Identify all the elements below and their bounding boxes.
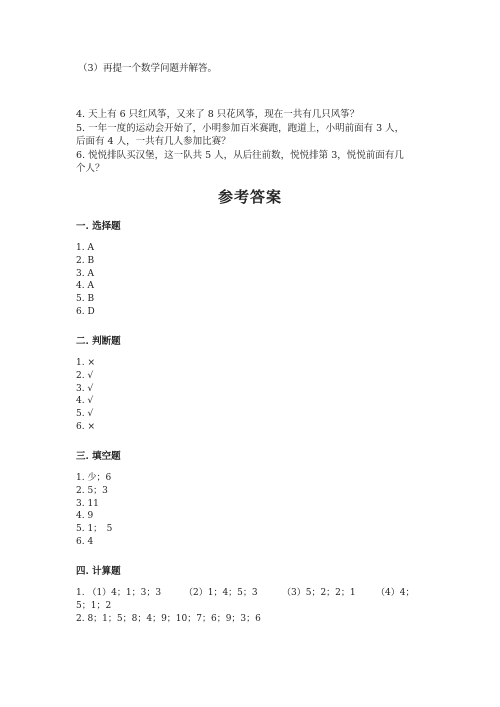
calc-part: 1. （1）4；1；3；3: [76, 588, 162, 598]
section-3-answers: [76, 472, 112, 549]
section-2-heading: 二. 判断题: [76, 336, 121, 347]
question-5-line-1: 5. 一年一度的运动会开始了，小明参加百米赛跑，跑道上，小明前面有 3 人，: [76, 123, 405, 134]
answer-item: 1. A: [76, 243, 94, 253]
answer-item: 1. 少；6: [76, 473, 112, 483]
answer-item: 4. A: [76, 281, 94, 292]
answer-item: 2. √: [76, 370, 94, 381]
answer-item: 2. 5；3: [76, 485, 108, 496]
question-6-line-2: 个人？: [76, 163, 105, 174]
section-1-heading: 一. 选择题: [76, 221, 121, 232]
question-3-subpart: （3）再提一个数学问题并解答。: [78, 63, 218, 74]
answer-item: 3. A: [76, 268, 94, 279]
calc-answer-line-3: 2. 8；1；5；8；4；9；10；7；6；9；3；6: [76, 613, 261, 624]
answer-item: 4. 9: [76, 511, 94, 522]
answer-item: 1. ×: [76, 358, 95, 368]
answer-item: 4. √: [76, 396, 94, 407]
answer-item: 2. B: [76, 255, 95, 266]
calc-part: （3）5；2；2；1: [282, 588, 356, 598]
answer-item: 5. 1； 5: [76, 524, 113, 535]
calc-part: （2）1；4；5；3: [184, 588, 258, 598]
answer-item: 3. √: [76, 383, 94, 394]
answer-item: 6. D: [76, 306, 95, 317]
question-4: 4. 天上有 6 只红风筝，又来了 8 只花风筝，现在一共有几只风筝？: [76, 109, 360, 120]
question-5-line-2: 后面有 4 人，一共有几人参加比赛？: [76, 136, 231, 147]
question-6-line-1: 6. 悦悦排队买汉堡，这一队共 5 人，从后往前数，悦悦排第 3，悦悦前面有几: [76, 150, 404, 161]
section-3-heading: 三. 填空题: [76, 451, 121, 462]
answer-item: 5. B: [76, 294, 95, 305]
section-4-answers: [76, 587, 436, 626]
section-1-answers: [76, 242, 95, 319]
answers-title: 参考答案: [217, 188, 282, 206]
answer-item: 6. ×: [76, 421, 95, 432]
calc-answer-line-1: [76, 587, 436, 600]
section-4-heading: 四. 计算题: [76, 566, 121, 577]
calc-part: （4）4；: [376, 588, 415, 598]
answer-item: 5. √: [76, 409, 94, 420]
answer-item: 6. 4: [76, 536, 94, 547]
calc-answer-line-2: 5；1；2: [76, 601, 112, 611]
section-2-answers: [76, 357, 95, 434]
answer-item: 3. 11: [76, 498, 99, 509]
